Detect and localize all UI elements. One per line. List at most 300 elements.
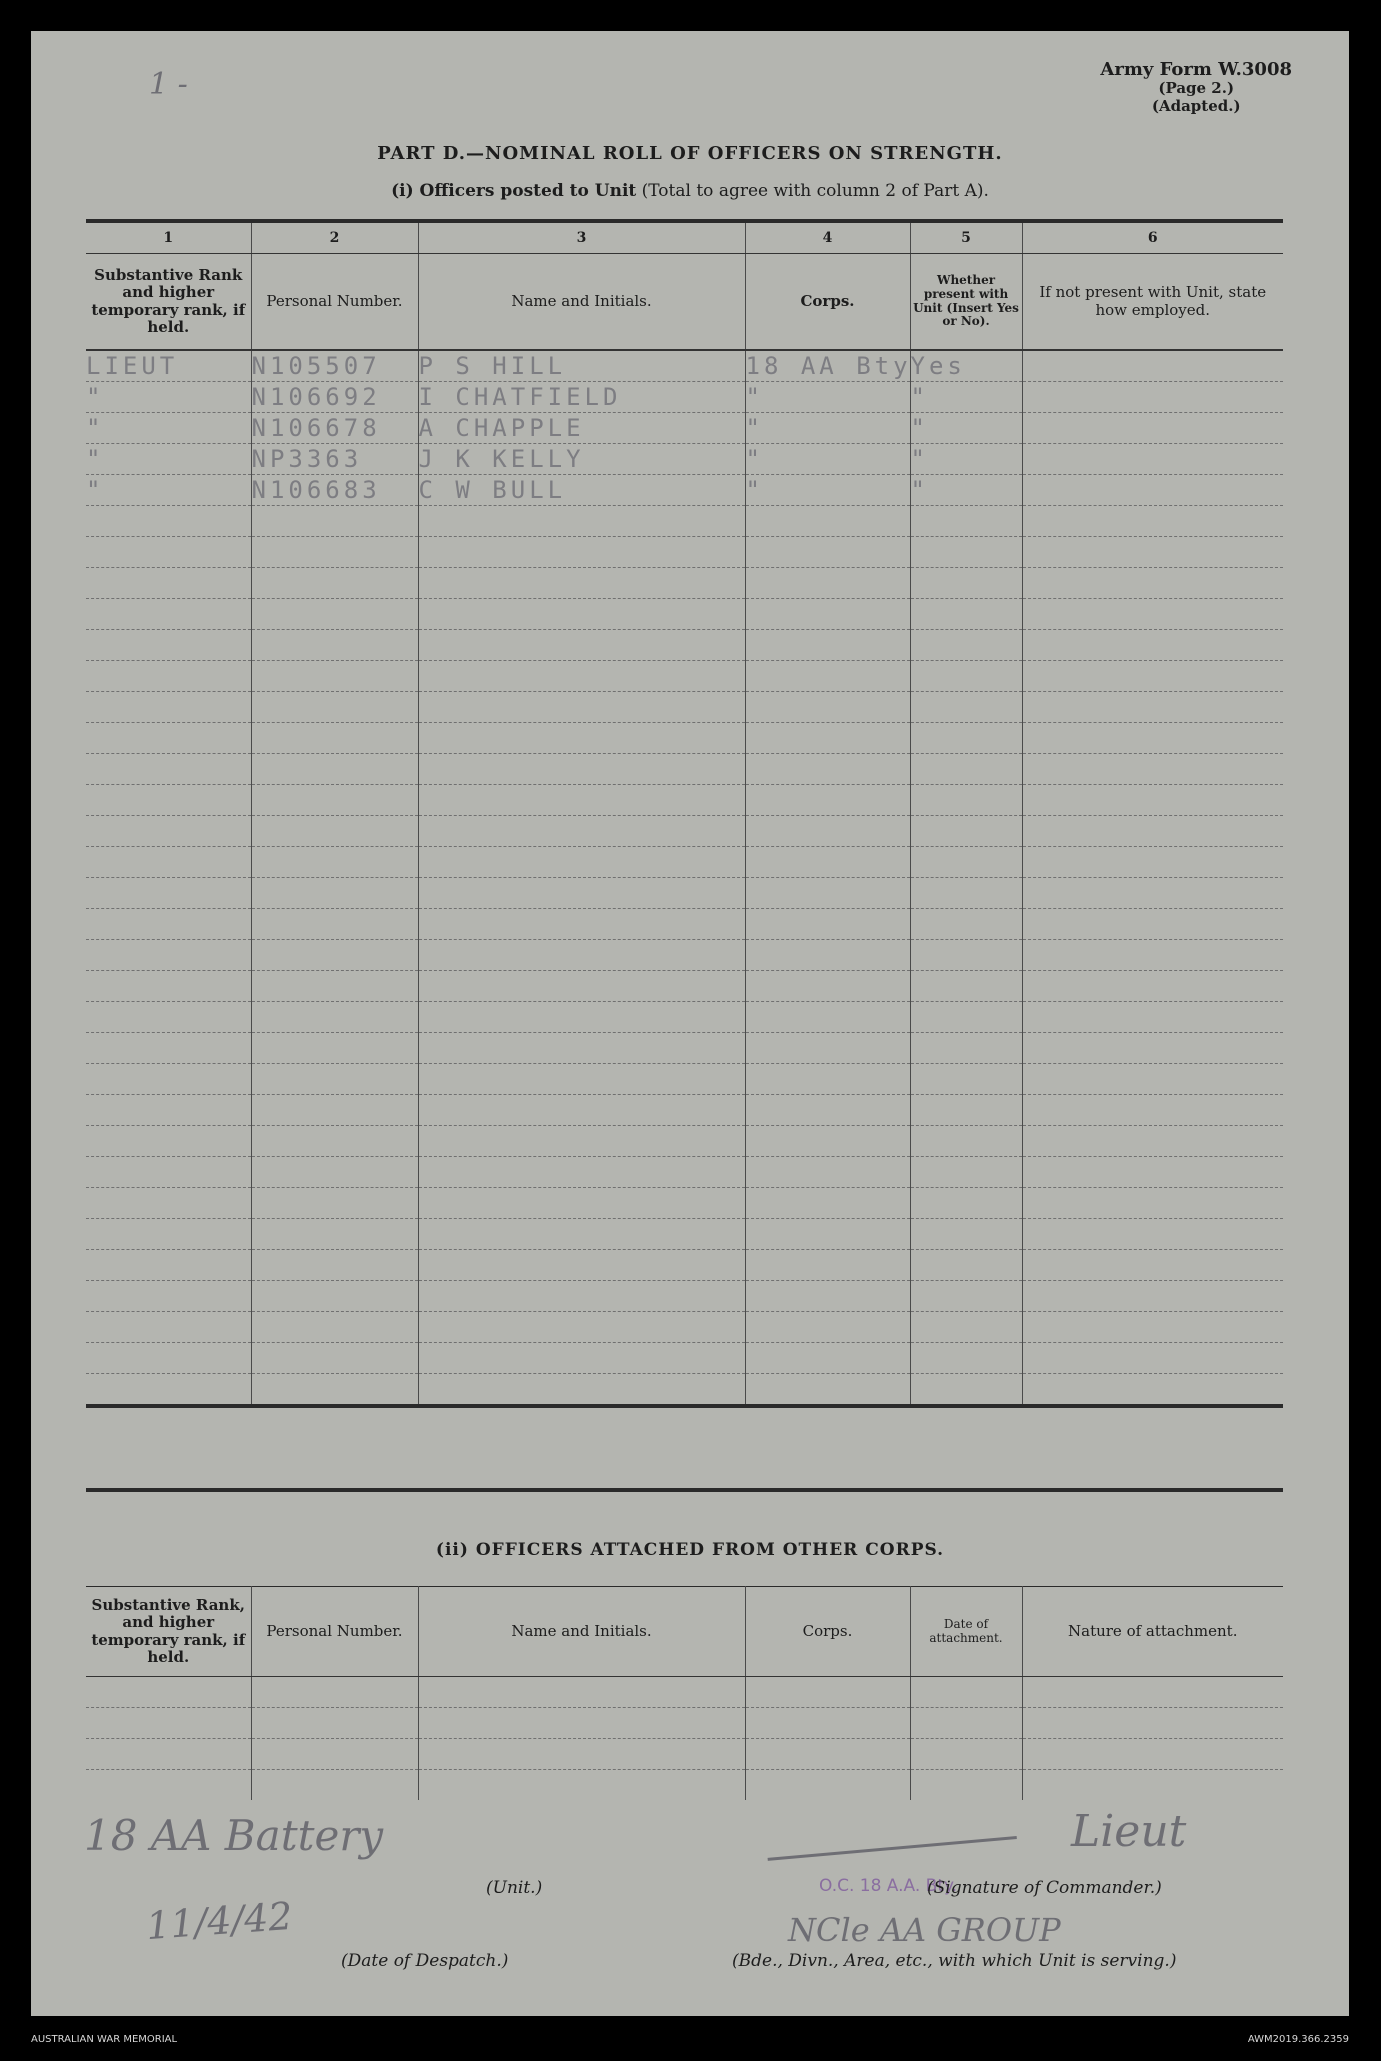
table-cell (418, 1708, 745, 1739)
name-cell (418, 785, 745, 816)
present-cell (910, 630, 1022, 661)
header-row (86, 254, 1283, 351)
number-cell (251, 909, 418, 940)
rank-cell (86, 413, 251, 444)
table-cell (418, 1677, 745, 1708)
column-number: 1 (86, 221, 251, 254)
table-row (86, 413, 1283, 444)
column-number: 2 (251, 221, 418, 254)
column-numbers-row (86, 221, 1283, 254)
employed-cell (1022, 878, 1283, 909)
present-cell (910, 382, 1022, 413)
table-cell (910, 1677, 1022, 1708)
employed-cell (1022, 1343, 1283, 1374)
rank-cell (86, 1374, 251, 1407)
present-cell (910, 1064, 1022, 1095)
header-how-employed: If not present with Unit, state how employed. (1022, 254, 1283, 351)
present-cell (910, 1002, 1022, 1033)
signature-label: (Signature of Commander.) (927, 1878, 1162, 1898)
rank-cell (86, 599, 251, 630)
present-cell (910, 1281, 1022, 1312)
corps-cell (745, 599, 910, 630)
header-personal-number: Personal Number. (251, 1587, 418, 1677)
present-cell (910, 940, 1022, 971)
header-name-initials: Name and Initials. (418, 1587, 745, 1677)
table-row (86, 1095, 1283, 1126)
corps-cell (745, 568, 910, 599)
present-cell (910, 1343, 1022, 1374)
number-cell (251, 1126, 418, 1157)
employed-cell (1022, 350, 1283, 382)
handwritten-entry: 18 AA Bty (745, 352, 912, 380)
rank-cell (86, 785, 251, 816)
officers-posted-table (86, 219, 1283, 1408)
table-row (86, 878, 1283, 909)
corps-cell (745, 785, 910, 816)
corps-cell (745, 661, 910, 692)
rank-cell (86, 350, 251, 382)
column-number: 6 (1022, 221, 1283, 254)
credit-right: AWM2019.366.2359 (1247, 2034, 1349, 2045)
signature-scrawl (765, 1808, 1017, 1861)
employed-cell (1022, 1219, 1283, 1250)
table-row (86, 1064, 1283, 1095)
column-number: 5 (910, 221, 1022, 254)
table-row (86, 1157, 1283, 1188)
employed-cell (1022, 1157, 1283, 1188)
number-cell (251, 1250, 418, 1281)
corps-cell (745, 940, 910, 971)
table-cell (910, 1708, 1022, 1739)
header-present: Whether present with Unit (Insert Yes or No). (910, 254, 1022, 351)
name-cell (418, 1095, 745, 1126)
handwritten-entry: LIEUT (86, 352, 179, 380)
name-cell (418, 816, 745, 847)
handwritten-entry: " (910, 476, 929, 504)
table-row (86, 971, 1283, 1002)
corps-cell (745, 1188, 910, 1219)
form-page (31, 31, 1349, 2045)
header-personal-number: Personal Number. (251, 254, 418, 351)
corps-cell (745, 1002, 910, 1033)
number-cell (251, 350, 418, 382)
handwritten-entry: " (910, 383, 929, 411)
name-cell (418, 878, 745, 909)
table-row (86, 1188, 1283, 1219)
name-cell (418, 382, 745, 413)
header-row (86, 1587, 1283, 1677)
present-cell (910, 723, 1022, 754)
header-nature-attachment: Nature of attachment. (1022, 1587, 1283, 1677)
handwritten-entry: " (745, 476, 764, 504)
corps-cell (745, 1095, 910, 1126)
form-code (1100, 59, 1292, 116)
table-row (86, 1739, 1283, 1770)
corps-cell (745, 350, 910, 382)
subtitle-rest: (Total to agree with column 2 of Part A). (636, 181, 989, 201)
name-cell (418, 537, 745, 568)
table-row (86, 661, 1283, 692)
corps-cell (745, 506, 910, 537)
employed-cell (1022, 1002, 1283, 1033)
employed-cell (1022, 723, 1283, 754)
present-cell (910, 1374, 1022, 1407)
table-cell (1022, 1739, 1283, 1770)
employed-cell (1022, 1374, 1283, 1407)
number-cell (251, 1095, 418, 1126)
name-cell (418, 350, 745, 382)
handwritten-entry: " (745, 383, 764, 411)
handwritten-entry: " (910, 414, 929, 442)
number-cell (251, 475, 418, 506)
name-cell (418, 1312, 745, 1343)
name-cell (418, 847, 745, 878)
corps-cell (745, 1281, 910, 1312)
table-row (86, 1374, 1283, 1407)
corps-cell (745, 1374, 910, 1407)
corps-cell (745, 909, 910, 940)
table-cell (418, 1739, 745, 1770)
rank-cell (86, 692, 251, 723)
number-cell (251, 1219, 418, 1250)
employed-cell (1022, 940, 1283, 971)
table-cell (86, 1677, 251, 1708)
table-cell (251, 1677, 418, 1708)
number-cell (251, 444, 418, 475)
employed-cell (1022, 382, 1283, 413)
number-cell (251, 1002, 418, 1033)
employed-cell (1022, 413, 1283, 444)
present-cell (910, 909, 1022, 940)
handwritten-entry: J K KELLY (418, 445, 585, 473)
header-corps: Corps. (745, 1587, 910, 1677)
column-number: 4 (745, 221, 910, 254)
name-cell (418, 1281, 745, 1312)
corps-cell (745, 444, 910, 475)
table-row (86, 475, 1283, 506)
present-cell (910, 568, 1022, 599)
number-cell (251, 506, 418, 537)
name-cell (418, 630, 745, 661)
employed-cell (1022, 1033, 1283, 1064)
number-cell (251, 599, 418, 630)
rank-cell (86, 816, 251, 847)
section-divider (86, 1488, 1283, 1492)
number-cell (251, 785, 418, 816)
corps-cell (745, 413, 910, 444)
present-cell (910, 1250, 1022, 1281)
rank-cell (86, 847, 251, 878)
table-cell (745, 1708, 910, 1739)
table-cell (910, 1739, 1022, 1770)
rank-cell (86, 1219, 251, 1250)
name-cell (418, 1064, 745, 1095)
table-row (86, 1770, 1283, 1801)
present-cell (910, 1312, 1022, 1343)
corps-cell (745, 475, 910, 506)
rank-cell (86, 909, 251, 940)
table-row (86, 1677, 1283, 1708)
form-code-line1: Army Form W.3008 (1100, 59, 1292, 80)
number-cell (251, 847, 418, 878)
number-cell (251, 971, 418, 1002)
employed-cell (1022, 661, 1283, 692)
handwritten-entry: C W BULL (418, 476, 567, 504)
page-title: PART D.—NOMINAL ROLL OF OFFICERS ON STRENGTH. (377, 143, 1003, 164)
table-row (86, 785, 1283, 816)
table-row (86, 630, 1283, 661)
number-cell (251, 1188, 418, 1219)
number-cell (251, 1281, 418, 1312)
corps-cell (745, 1250, 910, 1281)
date-label: (Date of Despatch.) (341, 1951, 509, 1971)
rank-cell (86, 506, 251, 537)
handwritten-entry: N105507 (251, 352, 381, 380)
number-cell (251, 754, 418, 785)
name-cell (418, 1126, 745, 1157)
rank-cell (86, 1281, 251, 1312)
number-cell (251, 878, 418, 909)
table-cell (1022, 1677, 1283, 1708)
handwritten-entry: " (745, 414, 764, 442)
corps-cell (745, 1343, 910, 1374)
rank-cell (86, 1095, 251, 1126)
form-code-line3: (Adapted.) (1151, 96, 1241, 115)
handwritten-entry: N106683 (251, 476, 381, 504)
credit-left: AUSTRALIAN WAR MEMORIAL (31, 2034, 178, 2045)
corps-cell (745, 1157, 910, 1188)
table-row (86, 568, 1283, 599)
present-cell (910, 754, 1022, 785)
officers-attached-table (86, 1586, 1283, 1800)
form-code-line2: (Page 2.) (1158, 79, 1235, 98)
present-cell (910, 816, 1022, 847)
employed-cell (1022, 506, 1283, 537)
rank-cell (86, 1064, 251, 1095)
number-cell (251, 382, 418, 413)
table-row (86, 692, 1283, 723)
unit-value: 18 AA Battery (84, 1811, 384, 1860)
table-row (86, 1708, 1283, 1739)
rank-cell (86, 1343, 251, 1374)
number-cell (251, 661, 418, 692)
present-cell (910, 1033, 1022, 1064)
present-cell (910, 1126, 1022, 1157)
corps-cell (745, 1219, 910, 1250)
table-row (86, 1250, 1283, 1281)
name-cell (418, 1033, 745, 1064)
table-cell (745, 1677, 910, 1708)
present-cell (910, 506, 1022, 537)
present-cell (910, 1157, 1022, 1188)
present-cell (910, 444, 1022, 475)
present-cell (910, 599, 1022, 630)
present-cell (910, 692, 1022, 723)
handwritten-entry: " (86, 445, 105, 473)
table-row (86, 816, 1283, 847)
table-row (86, 847, 1283, 878)
name-cell (418, 1157, 745, 1188)
employed-cell (1022, 692, 1283, 723)
handwritten-entry: P S HILL (418, 352, 567, 380)
corps-cell (745, 878, 910, 909)
present-cell (910, 1095, 1022, 1126)
present-cell (910, 878, 1022, 909)
name-cell (418, 940, 745, 971)
name-cell (418, 661, 745, 692)
formation-label: (Bde., Divn., Area, etc., with which Unit is serving.) (732, 1951, 1177, 1971)
table-row (86, 537, 1283, 568)
rank-cell (86, 630, 251, 661)
rank-cell (86, 568, 251, 599)
corps-cell (745, 971, 910, 1002)
employed-cell (1022, 1126, 1283, 1157)
handwritten-entry: " (745, 445, 764, 473)
rank-cell (86, 971, 251, 1002)
table-cell (745, 1770, 910, 1801)
rank-cell (86, 1033, 251, 1064)
number-cell (251, 1157, 418, 1188)
rank-cell (86, 1157, 251, 1188)
rank-cell (86, 878, 251, 909)
rank-cell (86, 940, 251, 971)
table-row (86, 909, 1283, 940)
corps-cell (745, 723, 910, 754)
present-cell (910, 785, 1022, 816)
name-cell (418, 1188, 745, 1219)
date-value: 11/4/42 (144, 1893, 294, 1949)
name-cell (418, 754, 745, 785)
header-name-initials: Name and Initials. (418, 254, 745, 351)
employed-cell (1022, 475, 1283, 506)
number-cell (251, 413, 418, 444)
employed-cell (1022, 754, 1283, 785)
present-cell (910, 475, 1022, 506)
table-row (86, 506, 1283, 537)
name-cell (418, 909, 745, 940)
corps-cell (745, 537, 910, 568)
name-cell (418, 413, 745, 444)
employed-cell (1022, 630, 1283, 661)
number-cell (251, 537, 418, 568)
rank-cell (86, 1250, 251, 1281)
table-row (86, 723, 1283, 754)
rank-cell (86, 723, 251, 754)
employed-cell (1022, 785, 1283, 816)
table-row (86, 1312, 1283, 1343)
employed-cell (1022, 1188, 1283, 1219)
employed-cell (1022, 1250, 1283, 1281)
table-row (86, 754, 1283, 785)
employed-cell (1022, 816, 1283, 847)
rank-cell (86, 1188, 251, 1219)
employed-cell (1022, 1095, 1283, 1126)
present-cell (910, 1219, 1022, 1250)
handwritten-entry: Yes (910, 352, 966, 380)
corps-cell (745, 1064, 910, 1095)
corner-mark: 1 - (149, 67, 188, 102)
name-cell (418, 475, 745, 506)
handwritten-entry: " (910, 445, 929, 473)
employed-cell (1022, 599, 1283, 630)
number-cell (251, 1033, 418, 1064)
table-cell (251, 1770, 418, 1801)
unit-label: (Unit.) (486, 1878, 543, 1898)
unit-stamp: O.C. 18 A.A. Bty. (819, 1876, 958, 1896)
column-number: 3 (418, 221, 745, 254)
employed-cell (1022, 971, 1283, 1002)
number-cell (251, 940, 418, 971)
present-cell (910, 537, 1022, 568)
handwritten-entry: N106692 (251, 383, 381, 411)
rank-cell (86, 1312, 251, 1343)
name-cell (418, 1219, 745, 1250)
present-cell (910, 1188, 1022, 1219)
corps-cell (745, 1312, 910, 1343)
table-row (86, 1343, 1283, 1374)
employed-cell (1022, 909, 1283, 940)
corps-cell (745, 1033, 910, 1064)
table-row (86, 1281, 1283, 1312)
present-cell (910, 413, 1022, 444)
name-cell (418, 599, 745, 630)
name-cell (418, 723, 745, 754)
table-row (86, 1126, 1283, 1157)
table-row (86, 1002, 1283, 1033)
number-cell (251, 816, 418, 847)
table-cell (418, 1770, 745, 1801)
present-cell (910, 661, 1022, 692)
name-cell (418, 1002, 745, 1033)
number-cell (251, 1374, 418, 1407)
number-cell (251, 692, 418, 723)
handwritten-entry: I CHATFIELD (418, 383, 622, 411)
rank-cell (86, 444, 251, 475)
present-cell (910, 847, 1022, 878)
table-cell (86, 1708, 251, 1739)
table-row (86, 940, 1283, 971)
page-subtitle (31, 181, 1349, 201)
header-rank: Substantive Rank, and higher temporary rank, if held. (86, 1587, 251, 1677)
number-cell (251, 630, 418, 661)
table-cell (251, 1739, 418, 1770)
table-cell (910, 1770, 1022, 1801)
corps-cell (745, 754, 910, 785)
table-row (86, 599, 1283, 630)
subtitle-bold: (i) Officers posted to Unit (391, 181, 637, 201)
table-row (86, 444, 1283, 475)
handwritten-entry: A CHAPPLE (418, 414, 585, 442)
rank-cell (86, 382, 251, 413)
section2-title: (ii) OFFICERS ATTACHED FROM OTHER CORPS. (435, 1540, 945, 1560)
name-cell (418, 692, 745, 723)
formation-value: NCle AA GROUP (788, 1911, 1061, 1949)
number-cell (251, 1064, 418, 1095)
signature-value: Lieut (1071, 1806, 1187, 1857)
corps-cell (745, 847, 910, 878)
corps-cell (745, 1126, 910, 1157)
present-cell (910, 971, 1022, 1002)
table-cell (251, 1708, 418, 1739)
name-cell (418, 971, 745, 1002)
table-cell (1022, 1770, 1283, 1801)
handwritten-entry: " (86, 476, 105, 504)
name-cell (418, 506, 745, 537)
table-row (86, 350, 1283, 382)
table-row (86, 1219, 1283, 1250)
corps-cell (745, 630, 910, 661)
name-cell (418, 444, 745, 475)
